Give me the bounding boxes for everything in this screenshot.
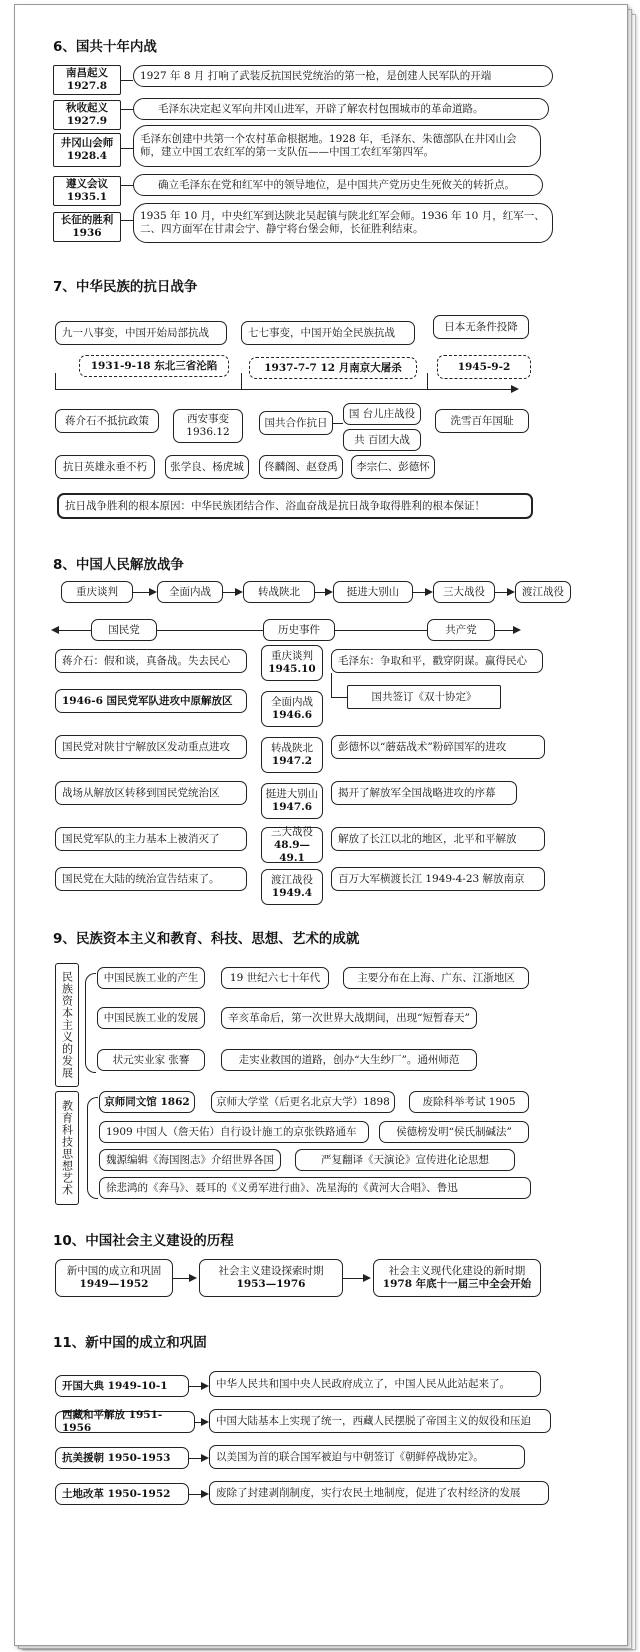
s11-arrowhead xyxy=(201,1454,209,1462)
s7-shame-washed: 洗雪百年国耻 xyxy=(435,409,529,433)
s6-label-changzheng: 长征的胜利 1936 xyxy=(53,212,121,242)
s9-g2-hou: 侯德榜发明“侯氏制碱法” xyxy=(379,1121,529,1143)
s7-event-918: 九一八事变，中国开始局部抗战 xyxy=(55,321,227,345)
s8-flow-arrowhead xyxy=(325,588,333,596)
s6-text-qiushou: 毛泽东决定起义军向井冈山进军，开辟了解农村包围城市的革命道路。 xyxy=(133,98,549,120)
s9-g1-zhangjian-detail: 走实业救国的道路，创办“大生纱厂”。通州师范 xyxy=(221,1049,477,1071)
s8-cpc-2: 彭德怀以“蘑菇战术”粉碎国军的进攻 xyxy=(331,735,545,759)
s10-stage-1: 新中国的成立和巩固 1949—1952 xyxy=(55,1259,173,1297)
s6-connector xyxy=(121,185,133,186)
s7-date-1945: 1945-9-2 xyxy=(437,355,531,379)
s7-timeline-tick xyxy=(55,373,56,389)
s6-text-jinggangshan: 毛泽东创建中共第一个农村革命根据地。1928 年，毛泽东、朱德部队在井冈山会师，建立中国工农红军的第一支队伍——中国工农红军第四军。 xyxy=(133,125,541,167)
s7-timeline-tick xyxy=(427,373,428,389)
s9-g2-keju: 废除科举考试 1905 xyxy=(409,1091,529,1113)
s8-head-cpc: 共产党 xyxy=(427,619,495,641)
s11-arrowhead xyxy=(201,1490,209,1498)
s8-agreement-connector xyxy=(331,697,347,698)
s8-kmt-1: 蒋介石：假和谈，真备战。失去民心 xyxy=(55,649,247,673)
s6-label-qiushou: 秋收起义 1927.9 xyxy=(53,100,121,130)
s7-event-surrender: 日本无条件投降 xyxy=(433,315,529,339)
s6-text-zunyi: 确立毛泽东在党和红军中的领导地位，是中国共产党历史生死攸关的转折点。 xyxy=(133,174,543,196)
s11-arrowhead xyxy=(201,1382,209,1390)
s8-flow-yangtze: 渡江战役 xyxy=(515,581,571,603)
s6-label-nanchang: 南昌起义 1927.8 xyxy=(53,65,121,95)
section-6-title: 6、国共十年内战 xyxy=(53,39,157,55)
s8-flow-arrowhead xyxy=(507,588,515,596)
s11-label-korea: 抗美援朝 1950-1953 xyxy=(55,1447,189,1469)
s7-conclusion: 抗日战争胜利的根本原因：中华民族团结合作、浴血奋战是抗日战争取得胜利的根本保证！ xyxy=(57,493,533,519)
s7-event-77: 七七事变，中国开始全民族抗战 xyxy=(241,321,415,345)
s9-g1-origin-time: 19 世纪六七十年代 xyxy=(221,967,329,989)
s6-text-changzheng: 1935 年 10 月，中央红军到达陕北吴起镇与陕北红军会师。1936 年 10 月，红军一、二、四方面军在甘肃会宁、静宁将台堡会师，长征胜利结束。 xyxy=(133,203,553,243)
s8-flow-fullwar: 全面内战 xyxy=(157,581,223,603)
s6-connector xyxy=(121,80,133,81)
section-8-title: 8、中国人民解放战争 xyxy=(53,557,184,573)
s8-flow-chongqing: 重庆谈判 xyxy=(61,581,133,603)
s6-connector xyxy=(121,220,133,221)
section-7-title: 7、中华民族的抗日战争 xyxy=(53,279,198,295)
s9-g1-zhangjian: 状元实业家 张謇 xyxy=(97,1049,205,1071)
s11-text-tibet: 中国大陆基本上实现了统一，西藏人民摆脱了帝国主义的奴役和压迫 xyxy=(209,1409,551,1433)
s7-date-1937: 1937-7-7 12 月南京大屠杀 xyxy=(249,357,417,379)
s8-kmt-4: 战场从解放区转移到国民党统治区 xyxy=(55,781,247,805)
s7-tong-zhao: 佟麟阁、赵登禹 xyxy=(259,455,343,479)
s7-jiang-policy: 蒋介石不抵抗政策 xyxy=(55,409,159,433)
s7-heroes: 抗日英雄永垂不朽 xyxy=(55,455,155,479)
s7-timeline-tick xyxy=(241,373,242,389)
s9-g2-tianyanlun: 严复翻译《天演论》宣传进化论思想 xyxy=(295,1149,515,1171)
s7-cooperation: 国共合作抗日 xyxy=(259,411,333,435)
s6-label-jinggangshan: 井冈山会师 1928.4 xyxy=(53,133,121,167)
section-9-title: 9、民族资本主义和教育、科技、思想、艺术的成就 xyxy=(53,931,360,947)
s7-timeline-arrowhead xyxy=(511,385,519,393)
s9-group1-label: 民族资本主义的发展 xyxy=(55,963,79,1087)
s8-header-arrow-right xyxy=(513,626,521,634)
s9-g1-origin-region: 主要分布在上海、广东、江浙地区 xyxy=(343,967,529,989)
s8-cpc-1: 毛泽东：争取和平，戳穿阴谋。赢得民心 xyxy=(331,649,543,673)
section-10-title: 10、中国社会主义建设的历程 xyxy=(53,1233,234,1249)
s8-kmt-2: 1946-6 国民党军队进攻中原解放区 xyxy=(55,689,247,713)
s8-flow-arrowhead xyxy=(235,588,243,596)
s8-event-three-campaigns: 三大战役 48.9—49.1 xyxy=(261,827,323,863)
s11-text-founding: 中华人民共和国中央人民政府成立了，中国人民从此站起来了。 xyxy=(209,1371,541,1397)
s11-arrowhead xyxy=(201,1418,209,1426)
s6-connector xyxy=(121,109,133,110)
s6-text-nanchang: 1927 年 8 月 打响了武装反抗国民党统治的第一枪，是创建人民军队的开端 xyxy=(133,65,553,87)
s9-g2-railway: 1909 中国人（詹天佑）自行设计施工的京张铁路通车 xyxy=(99,1121,369,1143)
s9-group2-label: 教育科技思想艺术 xyxy=(55,1091,79,1205)
s8-agreement-connector xyxy=(331,673,332,697)
s8-event-yangtze: 渡江战役 1949.4 xyxy=(261,869,323,905)
s6-connector xyxy=(121,148,133,149)
s8-flow-arrowhead xyxy=(425,588,433,596)
s8-kmt-3: 国民党对陕甘宁解放区发动重点进攻 xyxy=(55,735,247,759)
document-sheet xyxy=(14,4,628,1646)
s9-g1-origin: 中国民族工业的产生 xyxy=(97,967,205,989)
s8-cpc-3: 揭开了解放军全国战略进攻的序幕 xyxy=(331,781,517,805)
s9-g2-tongwenguan: 京师同文馆 1862 xyxy=(99,1091,195,1113)
s7-zhang-yang: 张学良、杨虎城 xyxy=(165,455,249,479)
s8-flow-dabieshan: 挺进大别山 xyxy=(333,581,413,603)
s8-header-arrow-left xyxy=(51,626,59,634)
s6-label-zunyi: 遵义会议 1935.1 xyxy=(53,176,121,206)
s10-arrowhead xyxy=(363,1274,371,1282)
s9-g1-development: 中国民族工业的发展 xyxy=(97,1007,205,1029)
s8-kmt-5: 国民党军队的主力基本上被消灭了 xyxy=(55,827,247,851)
s11-label-landreform: 土地改革 1950-1952 xyxy=(55,1483,189,1505)
s11-text-korea: 以美国为首的联合国军被迫与中朝签订《朝鲜停战协定》。 xyxy=(209,1445,525,1469)
s11-label-tibet: 西藏和平解放 1951-1956 xyxy=(55,1411,195,1433)
s10-connector xyxy=(343,1278,365,1279)
s9-group1-brace xyxy=(85,973,96,1073)
s8-flow-three-campaigns: 三大战役 xyxy=(433,581,495,603)
s8-kmt-6: 国民党在大陆的统治宣告结束了。 xyxy=(55,867,247,891)
s7-baituan: 共 百团大战 xyxy=(343,429,421,451)
s7-taierzhuang: 国 台儿庄战役 xyxy=(343,403,421,425)
s7-li-peng: 李宗仁、彭德怀 xyxy=(351,455,435,479)
s9-g2-daxuetang: 京师大学堂（后更名北京大学）1898 xyxy=(211,1091,395,1113)
s8-head-kmt: 国民党 xyxy=(91,619,157,641)
s7-date-1931: 1931-9-18 东北三省沦陷 xyxy=(79,355,229,377)
s8-event-fullwar: 全面内战 1946.6 xyxy=(261,691,323,727)
s10-stage-3: 社会主义现代化建设的新时期 1978 年底十一届三中全会开始 xyxy=(373,1259,541,1297)
s8-flow-arrowhead xyxy=(149,588,157,596)
section-11-title: 11、新中国的成立和巩固 xyxy=(53,1335,207,1351)
s10-arrowhead xyxy=(189,1274,197,1282)
s8-event-dabieshan: 挺进大别山 1947.6 xyxy=(261,783,323,819)
s8-agreement: 国共签订《双十协定》 xyxy=(347,685,501,709)
s9-g2-haiguotuzhi: 魏源编辑《海国图志》介绍世界各国 xyxy=(99,1149,281,1171)
s8-cpc-5: 百万大军横渡长江 1949-4-23 解放南京 xyxy=(331,867,545,891)
s11-label-founding: 开国大典 1949-10-1 xyxy=(55,1375,189,1397)
s10-stage-2: 社会主义建设探索时期 1953—1976 xyxy=(199,1259,343,1297)
s9-g2-arts: 徐悲鸿的《奔马》、聂耳的《义勇军进行曲》、冼星海的《黄河大合唱》、鲁迅 xyxy=(99,1177,531,1199)
s7-xian-incident: 西安事变 1936.12 xyxy=(173,409,243,443)
s7-connector xyxy=(333,423,343,424)
s9-group2-brace xyxy=(87,1097,98,1199)
s9-g1-development-detail: 辛亥革命后，第一次世界大战期间，出现“短暂春天” xyxy=(221,1007,477,1029)
s8-cpc-4: 解放了长江以北的地区，北平和平解放 xyxy=(331,827,545,851)
s8-flow-shaanbei: 转战陕北 xyxy=(243,581,315,603)
s8-head-events: 历史事件 xyxy=(263,619,335,641)
s8-event-chongqing: 重庆谈判 1945.10 xyxy=(261,645,323,681)
s11-text-landreform: 废除了封建剥削制度，实行农民土地制度，促进了农村经济的发展 xyxy=(209,1481,549,1505)
s7-timeline-axis xyxy=(55,389,513,390)
s8-event-shaanbei: 转战陕北 1947.2 xyxy=(261,737,323,773)
